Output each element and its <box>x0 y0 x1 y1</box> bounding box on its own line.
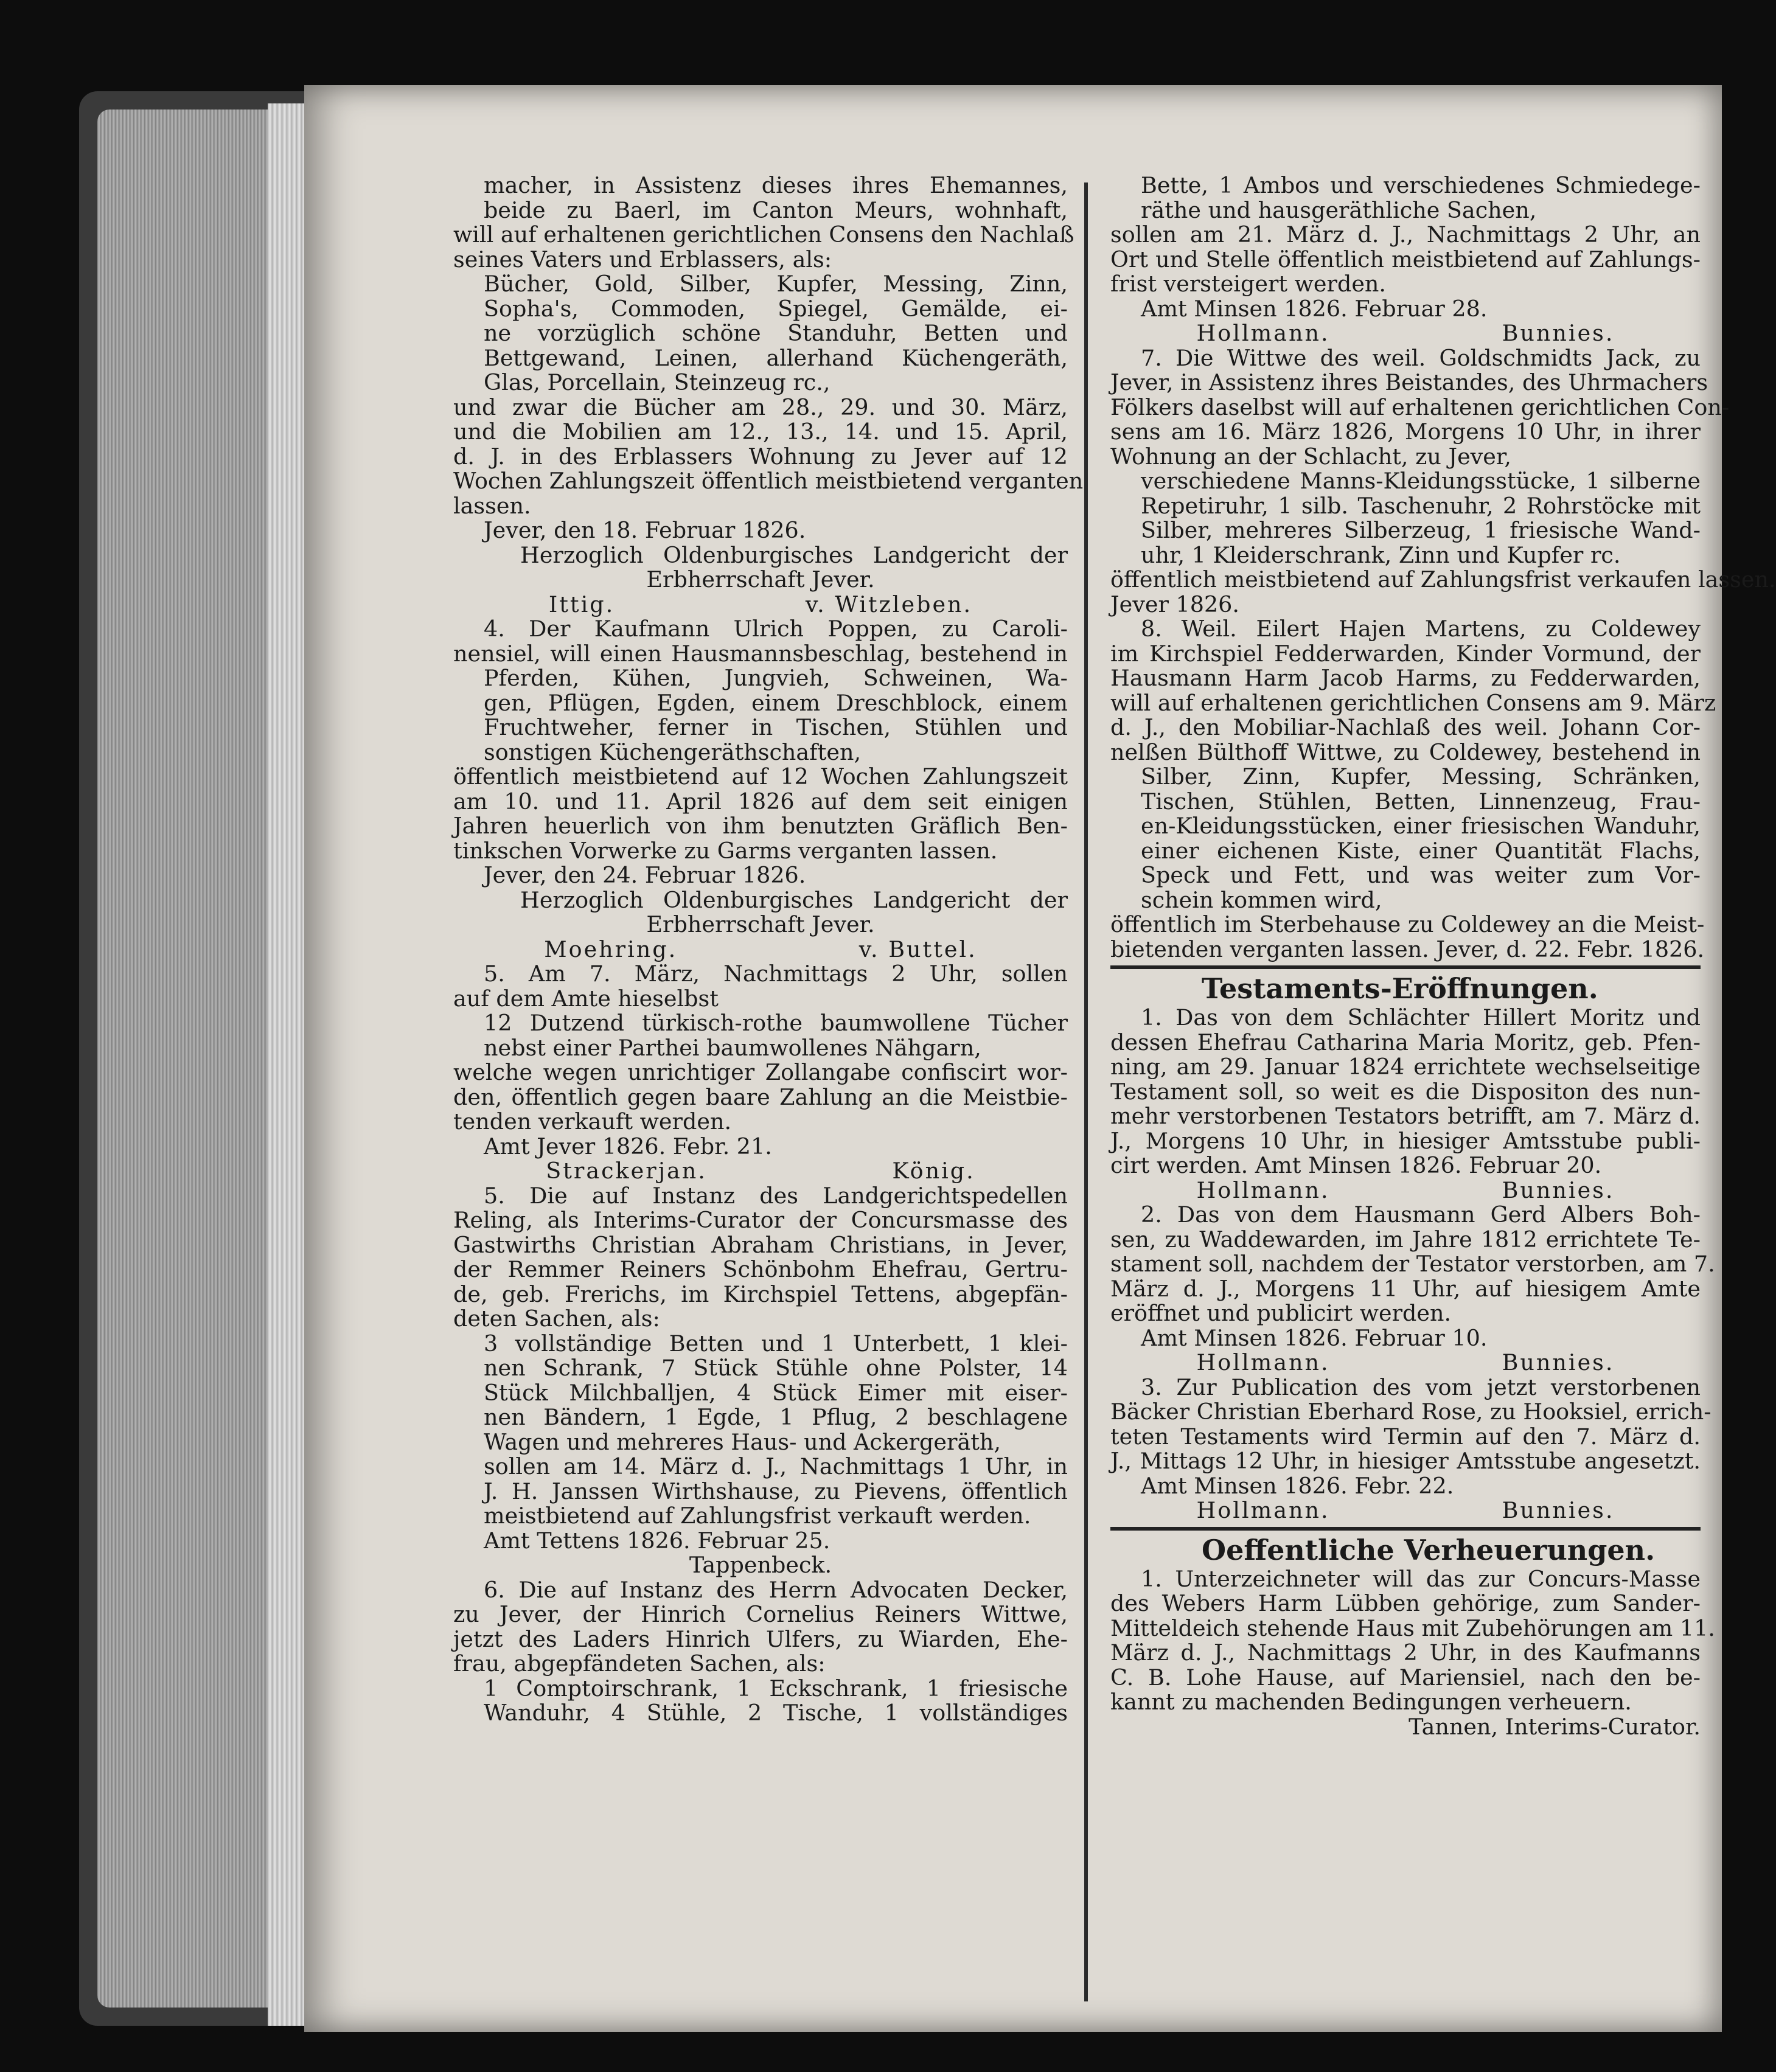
text-line: Amt Jever 1826. Febr. 21. <box>484 1133 772 1159</box>
text-line: nelßen Bülthoff Wittwe, zu Coldewey, bestehend in <box>1110 739 1701 765</box>
text-line: öffentlich meistbietend auf Zahlungsfrist verkaufen lassen. <box>1110 566 1776 593</box>
text-line: und die Mobilien am 12., 13., 14. und 15. April, <box>453 419 1068 445</box>
text-line: Reling, als Interims-Curator der Concursmasse des <box>453 1207 1068 1233</box>
text-line: mehr verstorbenen Testators betrifft, am 7. März d. <box>1110 1103 1701 1129</box>
text-line: sen, zu Waddewarden, im Jahre 1812 errichtete Te- <box>1110 1226 1701 1253</box>
text-line: sonstigen Küchengeräthschaften, <box>484 739 862 765</box>
text-line: de, geb. Frerichs, im Kirchspiel Tettens, abgepfän- <box>453 1281 1068 1307</box>
signature-name: v. Buttel. <box>858 936 977 962</box>
text-line: Wohnung an der Schlacht, zu Jever, <box>1110 443 1511 470</box>
signature-name: Bunnies. <box>1502 320 1615 346</box>
text-line: d. J. in des Erblassers Wohnung zu Jever auf 12 <box>453 443 1068 470</box>
text-line: Stück Milchballjen, 4 Stück Eimer mit eiser- <box>484 1379 1068 1406</box>
text-line: März d. J., Morgens 11 Uhr, auf hiesigem Amte <box>1110 1275 1701 1302</box>
page-edges <box>97 110 268 2008</box>
text-line: Fruchtweher, ferner in Tischen, Stühlen und <box>484 714 1068 740</box>
text-line: tinkschen Vorwerke zu Garms verganten lassen. <box>453 837 998 864</box>
text-line: 1. Das von dem Schlächter Hillert Moritz und <box>1141 1004 1701 1031</box>
text-line: Amt Minsen 1826. Febr. 22. <box>1141 1472 1454 1499</box>
text-line: cirt werden. Amt Minsen 1826. Februar 20. <box>1110 1152 1602 1178</box>
signature-line <box>1110 1498 1701 1523</box>
text-line: der Remmer Reiners Schönbohm Ehefrau, Gertru- <box>453 1256 1068 1282</box>
text-line: J., Morgens 10 Uhr, in hiesiger Amtsstube publi- <box>1110 1127 1701 1154</box>
text-line: Bettgewand, Leinen, allerhand Küchengeräth, <box>484 344 1068 371</box>
text-line: J. H. Janssen Wirthshause, zu Pievens, öffentlich <box>484 1478 1068 1504</box>
text-line: 2. Das von dem Hausmann Gerd Albers Boh- <box>1141 1201 1701 1228</box>
text-line: Tappenbeck. <box>689 1552 832 1578</box>
text-line: 6. Die auf Instanz des Herrn Advocaten Decker, <box>484 1576 1068 1603</box>
signature-name: Ittig. <box>548 591 615 617</box>
text-line: Glas, Porcellain, Steinzeug rc., <box>484 369 831 395</box>
signature-name: Bunnies. <box>1502 1177 1615 1203</box>
text-line: 5. Die auf Instanz des Landgerichtspedellen <box>484 1182 1068 1209</box>
signature-name: König. <box>892 1158 975 1184</box>
text-line: den, öffentlich gegen baare Zahlung an die Meistbie- <box>453 1083 1068 1110</box>
text-line: 1 Comptoirschrank, 1 Eckschrank, 1 friesische <box>484 1675 1068 1702</box>
text-line: d. J., den Mobiliar-Nachlaß des weil. Johann Cor- <box>1110 714 1701 740</box>
text-line: 8. Weil. Eilert Hajen Martens, zu Coldewey <box>1141 616 1701 642</box>
text-line: am 10. und 11. April 1826 auf dem seit einigen <box>453 788 1068 815</box>
text-line: nebst einer Parthei baumwollenes Nähgarn, <box>484 1034 981 1061</box>
text-line: 1. Unterzeichneter will das zur Concurs-Masse <box>1141 1565 1701 1592</box>
text-line: Jever, den 18. Februar 1826. <box>484 517 806 543</box>
text-line: nensiel, will einen Hausmannsbeschlag, bestehend in <box>453 640 1068 667</box>
signature-name: Hollmann. <box>1196 1497 1330 1523</box>
signature-line <box>453 937 1068 962</box>
signature-name: Bunnies. <box>1502 1349 1615 1375</box>
text-line: Ort und Stelle öffentlich meistbietend auf Zahlungs- <box>1110 246 1701 273</box>
text-line: Wochen Zahlungszeit öffentlich meistbietend verganten <box>453 468 1084 494</box>
text-line: sollen am 21. März d. J., Nachmittags 2 Uhr, an <box>1110 221 1701 248</box>
text-line: Tannen, Interims-Curator. <box>1409 1713 1701 1740</box>
text-line: macher, in Assistenz dieses ihres Ehemannes, <box>484 172 1068 198</box>
text-line: ning, am 29. Januar 1824 errichtete wechselseitige <box>1110 1054 1701 1080</box>
text-line: C. B. Lohe Hause, auf Mariensiel, nach den be- <box>1110 1664 1701 1691</box>
section-heading: Testaments-Eröffnungen. <box>1110 965 1701 1006</box>
text-line: lassen. <box>453 492 531 519</box>
signature-name: Hollmann. <box>1196 1177 1330 1203</box>
text-line: 3. Zur Publication des vom jetzt verstorbenen <box>1141 1374 1701 1400</box>
text-line: Bette, 1 Ambos und verschiedenes Schmiedege- <box>1141 172 1701 198</box>
text-line: Amt Minsen 1826. Februar 10. <box>1141 1324 1488 1351</box>
signature-line <box>453 1159 1068 1184</box>
text-line: Wagen und mehreres Haus- und Ackergeräth, <box>484 1428 1001 1455</box>
text-line: frau, abgepfändeten Sachen, als: <box>453 1650 826 1677</box>
text-line: nen Schrank, 7 Stück Stühle ohne Polster, 14 <box>484 1355 1068 1381</box>
text-line: J., Mittags 12 Uhr, in hiesiger Amtsstube angesetzt. <box>1110 1448 1701 1474</box>
text-line: Erbherrschaft Jever. <box>646 566 875 593</box>
text-line: verschiedene Manns-Kleidungsstücke, 1 silberne <box>1141 468 1701 494</box>
text-line: Jever, in Assistenz ihres Beistandes, des Uhrmachers <box>1110 369 1708 395</box>
text-line: Speck und Fett, und was weiter zum Vor- <box>1141 862 1701 888</box>
text-line: Herzoglich Oldenburgisches Landgericht der <box>520 541 1068 568</box>
text-line: öffentlich meistbietend auf 12 Wochen Zahlungszeit <box>453 763 1068 790</box>
text-line: öffentlich im Sterbehause zu Coldewey an die Meist- <box>1110 911 1705 937</box>
section-heading: Oeffentliche Verheuerungen. <box>1110 1527 1701 1567</box>
text-line: Repetiruhr, 1 silb. Taschenuhr, 2 Rohrstöcke mit <box>1141 492 1701 519</box>
text-line: Testament soll, so weit es die Dispositon des nun- <box>1110 1078 1701 1105</box>
signature-name: Strackerjan. <box>546 1158 707 1184</box>
text-line: tenden verkauft werden. <box>453 1108 732 1135</box>
text-line: dessen Ehefrau Catharina Maria Moritz, geb. Pfen- <box>1110 1029 1701 1055</box>
text-line: en-Kleidungsstücken, einer friesischen Wanduhr, <box>1141 813 1701 839</box>
text-line: 3 vollständige Betten und 1 Unterbett, 1 klei- <box>484 1330 1068 1357</box>
text-line: Bücher, Gold, Silber, Kupfer, Messing, Zinn, <box>484 271 1068 297</box>
text-line: Jahren heuerlich von ihm benutzten Gräflich Ben- <box>453 813 1068 839</box>
text-line: zu Jever, der Hinrich Cornelius Reiners Wittwe, <box>453 1601 1068 1627</box>
text-line: jetzt des Laders Hinrich Ulfers, zu Wiarden, Ehe- <box>453 1625 1068 1652</box>
text-line: Hausmann Harm Jacob Harms, zu Fedderwarden, <box>1110 665 1701 691</box>
text-line: 12 Dutzend türkisch-rothe baumwollene Tücher <box>484 1010 1068 1036</box>
signature-line <box>1110 1351 1701 1375</box>
text-line: Jever 1826. <box>1110 591 1239 617</box>
text-line: auf dem Amte hieselbst <box>453 985 719 1012</box>
text-line: Fölkers daselbst will auf erhaltenen gerichtlichen Con- <box>1110 394 1730 420</box>
text-line: beide zu Baerl, im Canton Meurs, wohnhaft, <box>484 196 1068 223</box>
signature-line <box>453 593 1068 617</box>
text-line: Amt Minsen 1826. Februar 28. <box>1141 295 1488 322</box>
text-line: Sopha's, Commoden, Spiegel, Gemälde, ei- <box>484 295 1068 322</box>
text-line: 4. Der Kaufmann Ulrich Poppen, zu Caroli- <box>484 616 1068 642</box>
text-line: bietenden verganten lassen. Jever, d. 22. Febr. 1826. <box>1110 936 1705 962</box>
text-line: Wanduhr, 4 Stühle, 2 Tische, 1 vollständiges <box>484 1700 1068 1726</box>
text-line: meistbietend auf Zahlungsfrist verkauft werden. <box>484 1503 1031 1529</box>
text-line: will auf erhaltenen gerichtlichen Consens am 9. März <box>1110 689 1716 716</box>
text-line: im Kirchspiel Fedderwarden, Kinder Vormund, der <box>1110 640 1701 667</box>
signature-name: Hollmann. <box>1196 320 1330 346</box>
text-line: Mitteldeich stehende Haus mit Zubehörungen am 11. <box>1110 1615 1715 1641</box>
text-line: und zwar die Bücher am 28., 29. und 30. März, <box>453 394 1068 420</box>
text-line: Pferden, Kühen, Jungvieh, Schweinen, Wa- <box>484 665 1068 691</box>
text-line: Erbherrschaft Jever. <box>646 911 875 937</box>
text-line: schein kommen wird, <box>1141 886 1382 913</box>
text-line: will auf erhaltenen gerichtlichen Consens den Nachlaß <box>453 221 1074 248</box>
text-line: Bäcker Christian Eberhard Rose, zu Hooksiel, errich- <box>1110 1399 1712 1425</box>
signature-name: v. Witzleben. <box>805 591 973 617</box>
text-line: sollen am 14. März d. J., Nachmittags 1 Uhr, in <box>484 1453 1068 1479</box>
text-line: einer eichenen Kiste, einer Quantität Flachs, <box>1141 837 1701 864</box>
signature-line <box>1110 321 1701 346</box>
text-line: räthe und hausgeräthliche Sachen, <box>1141 196 1537 223</box>
right-column <box>1110 172 1776 1740</box>
text-line: frist versteigert werden. <box>1110 271 1387 297</box>
text-line: Tischen, Stühlen, Betten, Linnenzeug, Frau- <box>1141 788 1701 815</box>
signature-name: Moehring. <box>544 936 678 962</box>
text-line: kannt zu machenden Bedingungen verheuern. <box>1110 1689 1632 1715</box>
left-column <box>453 172 1084 1726</box>
text-line: deten Sachen, als: <box>453 1305 660 1332</box>
text-line: teten Testaments wird Termin auf den 7. März d. <box>1110 1423 1701 1450</box>
text-line: Silber, Zinn, Kupfer, Messing, Schränken, <box>1141 763 1701 790</box>
text-line: uhr, 1 Kleiderschrank, Zinn und Kupfer rc. <box>1141 541 1621 568</box>
text-line: stament soll, nachdem der Testator verstorben, am 7. <box>1110 1251 1715 1277</box>
text-line: Jever, den 24. Februar 1826. <box>484 862 806 888</box>
text-line: März d. J., Nachmittags 2 Uhr, in des Kaufmanns <box>1110 1639 1701 1666</box>
text-line: Amt Tettens 1826. Februar 25. <box>484 1527 831 1554</box>
text-line: des Webers Harm Lübben gehörige, zum Sander- <box>1110 1590 1701 1616</box>
text-line: nen Bändern, 1 Egde, 1 Pflug, 2 beschlagene <box>484 1404 1068 1430</box>
text-line: welche wegen unrichtiger Zollangabe confiscirt wor- <box>453 1059 1068 1085</box>
text-line: eröffnet und publicirt werden. <box>1110 1300 1452 1326</box>
text-line: ne vorzüglich schöne Standuhr, Betten und <box>484 320 1068 346</box>
text-line: 7. Die Wittwe des weil. Goldschmidts Jack, zu <box>1141 344 1701 371</box>
signature-name: Hollmann. <box>1196 1349 1330 1375</box>
text-line: 5. Am 7. März, Nachmittags 2 Uhr, sollen <box>484 961 1068 987</box>
column-divider <box>1084 183 1088 2001</box>
signature-line <box>1110 1178 1701 1203</box>
text-line: seines Vaters und Erblassers, als: <box>453 246 832 273</box>
signature-name: Bunnies. <box>1502 1497 1615 1523</box>
text-line: sens am 16. März 1826, Morgens 10 Uhr, in ihrer <box>1110 419 1701 445</box>
text-line: Silber, mehreres Silberzeug, 1 friesische Wand- <box>1141 517 1701 543</box>
text-line: Gastwirths Christian Abraham Christians, in Jever, <box>453 1231 1068 1258</box>
text-line: Herzoglich Oldenburgisches Landgericht der <box>520 886 1068 913</box>
text-line: gen, Pflügen, Egden, einem Dreschblock, einem <box>484 689 1068 716</box>
